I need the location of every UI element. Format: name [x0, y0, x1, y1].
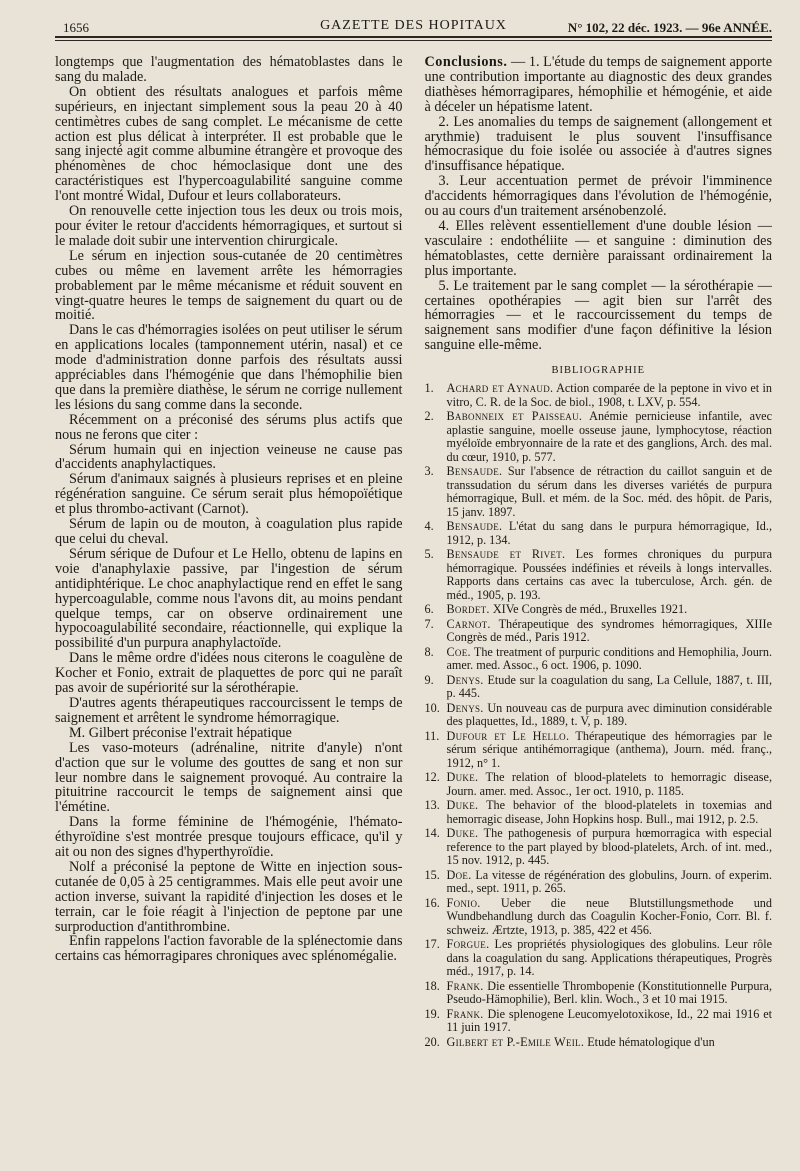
entry-text: Action comparée de la peptone in vivo et in vitro, C. R. de la Soc. de biol., 1908, t. LXV, p. 554. [446, 381, 772, 409]
entry-author: Frank. [446, 978, 484, 993]
entry-text: Anémie pernicieuse infantile, avec aplastie sanguine, moelle osseuse jaune, lymphocytose, réaction myéloïde embryonnaire de la rate et des ganglions, Arch. des mal. du cœur, 1910, p. 577. [446, 409, 772, 464]
right-column [425, 55, 773, 1050]
bibliography-entry [425, 771, 773, 798]
conclusions-points [425, 115, 773, 354]
body-paragraph: On renouvelle cette injection tous les deux ou trois mois, pour éviter le retour d'accidents hémorragiques, et surtout si le malade doit subir une intervention chirurgicale. [55, 203, 403, 249]
body-paragraph: Dans le même ordre d'idées nous citerons le coagulène de Kocher et Fonio, extrait de plaquettes de porc qui ne paraît pas avoir de supériorité sur la sérothérapie. [55, 650, 403, 697]
entry-number: 4. [424, 519, 434, 534]
body-paragraph: Sérum d'animaux saignés à plusieurs reprises et en pleine régénération sanguine. Ce sérum serait plus hémopoïétique et plus thrombo-activant (Carnot). [55, 471, 403, 518]
entry-number: 16. [424, 895, 440, 910]
body-paragraph: Le sérum en injection sous-cutanée de 20 centimètres cubes ou même en lavement arrête les hémorragies probablement par le même mécanisme et réduit souvent en vingt-quatre heures le temps de saignement du quart ou de moitié. [55, 247, 403, 324]
body-paragraph: D'autres agents thérapeutiques raccourcissent le temps de saignement et arrêtent le syndrome hémorragique. [55, 694, 403, 726]
entry-text: La vitesse de régénération des globulins, Journ. of experim. med., sept. 1911, p. 265. [446, 867, 772, 896]
entry-text: Die splenogene Leucomyelotoxikose, Id., 22 mai 1916 et 11 juin 1917. [446, 1006, 772, 1035]
entry-author: Gilbert et P.-Emile Weil. [446, 1034, 585, 1049]
entry-number: 3. [424, 464, 434, 479]
bibliography-entry [425, 869, 773, 896]
body-paragraph: longtemps que l'augmentation des hématoblastes dans le sang du malade. [55, 54, 403, 85]
article-body [55, 55, 772, 1050]
entry-author: Bensaude et Rivet. [446, 547, 566, 562]
entry-text: The behavior of the blood-platelets in toxemias and hemorragic disease, John Hopkins hosp. Bull., mai 1912, p. 2.5. [446, 798, 772, 826]
entry-author: Denys. [446, 672, 484, 687]
journal-title: GAZETTE DES HOPITAUX [320, 18, 507, 33]
entry-text: Thérapeutique des hémorragies par le sérum sérique antihémorragique (anthema), Journ. méd. franç., 1912, n° 1. [446, 728, 773, 770]
entry-author: Carnot. [446, 616, 491, 631]
entry-author: Duke. [446, 798, 479, 813]
body-paragraph: Sérum de lapin ou de mouton, à coagulation plus rapide que celui du cheval. [55, 516, 403, 547]
bibliography-entry [425, 674, 773, 701]
bibliography-entry [425, 980, 773, 1007]
conclusion-point: 5. Le traitement par le sang complet — la sérothérapie — certaines opothérapies — agit bien sur l'arrêt des hémorragies — et le raccourcissement du temps de saignement sans modifier d'une façon définitive la lésion sanguine elle-même. [424, 277, 772, 354]
entry-number: 6. [424, 602, 434, 617]
entry-text: Etude hématologique d'un [584, 1034, 715, 1049]
entry-number: 12. [424, 770, 440, 785]
entry-text: Un nouveau cas de purpura avec diminution considérable des plaquettes, Id., 1889, t. V, p. 189. [446, 700, 772, 729]
bibliography-list [425, 382, 773, 1049]
body-paragraph: Dans la forme féminine de l'hémogénie, l'hémato-éthyroïdine s'est montrée presque toujours efficace, qu'il y ait ou non des signes d'hyperthyroïdie. [55, 814, 403, 861]
bibliography-entry [425, 938, 773, 979]
conclusion-point: 3. Leur accentuation permet de prévoir l'imminence d'accidents hémorragiques dans l'évolution de l'hémogénie, ou au cours d'un traitement arsénobenzolé. [424, 173, 772, 220]
entry-text: The treatment of purpuric conditions and Hemophilia, Journ. amer. med. Assoc., 6 oct. 1906, p. 1090. [446, 644, 772, 673]
entry-number: 5. [424, 547, 434, 562]
body-paragraph: Nolf a préconisé la peptone de Witte en injection sous-cutanée de 0,05 à 25 centigrammes. Mais elle peut avoir une action inverse, suivant la rapidité d'injection les doses et le terrain, car le foie réagit à l'injection de peptone par une surproduction d'antithrombine. [55, 858, 403, 935]
entry-author: Doe. [446, 867, 472, 882]
conclusion-point: 4. Elles relèvent essentiellement d'une double lésion — vasculaire : endothéliite — et sanguine : diminution des hématoblastes, cette dernière paraissant ordinairement la plus importante. [424, 217, 772, 279]
bibliography-entry [425, 827, 773, 868]
entry-text: Les propriétés physiologiques des globulins. Leur rôle dans la coagulation du sang. Applications thérapeutiques, Progrès méd., 1917, p. 14. [446, 937, 772, 979]
header-rule [55, 40, 772, 41]
entry-number: 18. [424, 978, 440, 993]
entry-number: 17. [424, 937, 440, 952]
entry-text: Etude sur la coagulation du sang, La Cellule, 1887, t. III, p. 445. [446, 672, 772, 701]
entry-text: The pathogenesis of purpura hœmorragica with especial reference to the part played by blood-platelets, Arch. of int. med., 15 nov. 1912, p. 445. [446, 826, 772, 868]
conclusion-point: 2. Les anomalies du temps de saignement (allongement et arythmie) traduisent le plus souvent l'insuffisance hémocrasique du foie isolée ou associée à d'autres signes d'insuffisance hépatique. [424, 113, 772, 175]
page-header [55, 0, 772, 38]
entry-text: L'état du sang dans le purpura hémorragique, Id., 1912, p. 134. [446, 519, 772, 547]
bibliography-entry [425, 548, 773, 602]
entry-number: 11. [424, 728, 440, 743]
bibliography-entry [425, 730, 773, 771]
issue-info: N° 102, 22 déc. 1923. — 96e ANNÉE. [567, 20, 772, 35]
entry-number: 2. [424, 409, 434, 424]
bibliography-entry [425, 410, 773, 464]
entry-author: Coe. [446, 644, 471, 659]
entry-author: Bordet. [446, 602, 490, 617]
bibliography-entry [425, 1008, 773, 1035]
entry-number: 1. [424, 381, 434, 396]
entry-author: Fonio. [446, 895, 481, 910]
entry-author: Denys. [446, 700, 484, 715]
entry-author: Dufour et Le Hello. [446, 728, 570, 743]
entry-author: Bensaude. [446, 519, 503, 534]
entry-text: Thérapeutique des syndromes hémorragiques, XIIIe Congrès de méd., Paris 1912. [446, 616, 772, 645]
entry-author: Bensaude. [446, 464, 503, 479]
bibliography-entry [425, 702, 773, 729]
bibliography-entry [425, 646, 773, 673]
bibliography-entry [425, 618, 773, 645]
bibliography-entry [425, 465, 773, 519]
bibliography-entry [425, 603, 773, 617]
entry-number: 13. [424, 798, 440, 813]
bibliography-entry [425, 382, 773, 409]
entry-number: 8. [424, 644, 434, 659]
bibliography-entry [425, 799, 773, 826]
entry-number: 10. [424, 700, 440, 715]
entry-number: 19. [424, 1006, 440, 1021]
bibliography-entry [425, 1036, 773, 1050]
body-paragraph: M. Gilbert préconise l'extrait hépatique [69, 724, 292, 741]
entry-text: Sur l'absence de rétraction du caillot sanguin et de transsudation du sérum dans les diverses variétés de purpura hémorragique, Bull. et mém. de la Soc. méd. des hôpit. de Paris, 15 janv. 1897. [446, 464, 772, 519]
body-paragraph: Sérum humain qui en injection veineuse ne cause pas d'accidents anaphylactiques. [55, 441, 403, 473]
entry-author: Achard et Aynaud. [446, 381, 554, 396]
bibliography-entry [425, 897, 773, 938]
conclusions-title: Conclusions. [424, 54, 508, 70]
body-paragraph: Dans le cas d'hémorragies isolées on peut utiliser le sérum en applications locales (tamponnement utérin, nasal) et ce mode d'administration donne parfois des résultats aussi appréciables dans l'hémogénie que dans l'hémophilie bien que dans la première diathèse, le sérum ne corrige nullement les lésions du sang comme dans la seconde. [55, 322, 403, 413]
left-column [55, 55, 403, 1050]
entry-text: Les formes chroniques du purpura hémorragique. Poussées indéfinies et réveils à longs intervalles. Rapports dans certains cas avec la tuberculose, Arch. gén. de méd., 1905, p. 193. [446, 547, 772, 602]
entry-author: Frank. [446, 1006, 484, 1021]
page-number: 1656 [63, 20, 89, 35]
entry-author: Duke. [446, 770, 479, 785]
entry-text: Ueber die neue Blutstillungsmethode und Wundbehandlung durch das Coagulin Kocher-Fonio, Corr. Bl. f. schweiz. Ærtzte, 1913, p. 385, 422 et 456. [446, 895, 772, 937]
body-paragraph: Les vaso-moteurs (adrénaline, nitrite d'anyle) n'ont d'action que sur le volume des gouttes de sang et non sur leur nombre dans le saignement provoqué. Au contraire la pituitrine raccourcit le temps de saignement ainsi que l'émétine. [55, 739, 403, 816]
entry-number: 20. [424, 1034, 440, 1049]
entry-author: Babonneix et Paisseau. [446, 409, 583, 424]
conclusions-intro: — 1. L'étude du temps de saignement apporte une contribution importante au diagnostic des deux grandes diathèses hémorragipares, hémophilie et hémogénie, et aide à déceler un hépatisme latent. [424, 54, 772, 115]
entry-number: 14. [424, 826, 440, 841]
entry-text: XIVe Congrès de méd., Bruxelles 1921. [489, 602, 688, 617]
entry-author: Duke. [446, 826, 479, 841]
entry-number: 15. [424, 867, 440, 882]
body-paragraph: Enfin rappelons l'action favorable de la splénectomie dans certains cas hémorragipares chroniques avec splénomégalie. [55, 933, 403, 965]
conclusions-paragraph [425, 55, 773, 115]
bibliography-entry [425, 520, 773, 547]
body-paragraph: Récemment on a préconisé des sérums plus actifs que nous ne ferons que citer : [55, 411, 403, 443]
entry-text: The relation of blood-platelets to hemorragic disease, Journ. amer. med. Assoc., 1er oct. 1910, p. 1185. [446, 770, 772, 798]
entry-text: Die essentielle Thrombopenie (Konstitutionnelle Purpura, Pseudo-Hämophilie), Berl. klin. Woch., 3 et 10 mai 1915. [446, 978, 772, 1007]
body-paragraph: On obtient des résultats analogues et parfois même supérieurs, en injectant simplement sous la peau 20 à 40 centimètres cubes de sang complet. Le mécanisme de cette action est plus délicat à interpréter. Il est probable que le sang injecté agit comme albumine étrangère et provoque des phénomènes de choc hémoclasique dont une des caractéristiques est l'hypercoagulabilité sanguine comme l'ont montré Widal, Dufour et leurs collaborateurs. [55, 83, 403, 205]
entry-number: 7. [424, 616, 434, 631]
bibliography-heading: BIBLIOGRAPHIE [551, 365, 645, 377]
entry-number: 9. [424, 672, 434, 687]
entry-author: Forgue. [446, 937, 490, 952]
body-paragraph: Sérum sérique de Dufour et Le Hello, obtenu de lapins en voie d'anaphylaxie passive, par l'ingestion de sérum antidiphtérique. Le choc anaphylactique rend en effet le sang hypercoagulable, comme nous l'avons dit, au moins pendant quelque temps, car on observe ordinairement une hypocoagulabilité secondaire, réactionnelle, qui explique la possibilité d'un purpura anaphylactoïde. [55, 545, 403, 652]
